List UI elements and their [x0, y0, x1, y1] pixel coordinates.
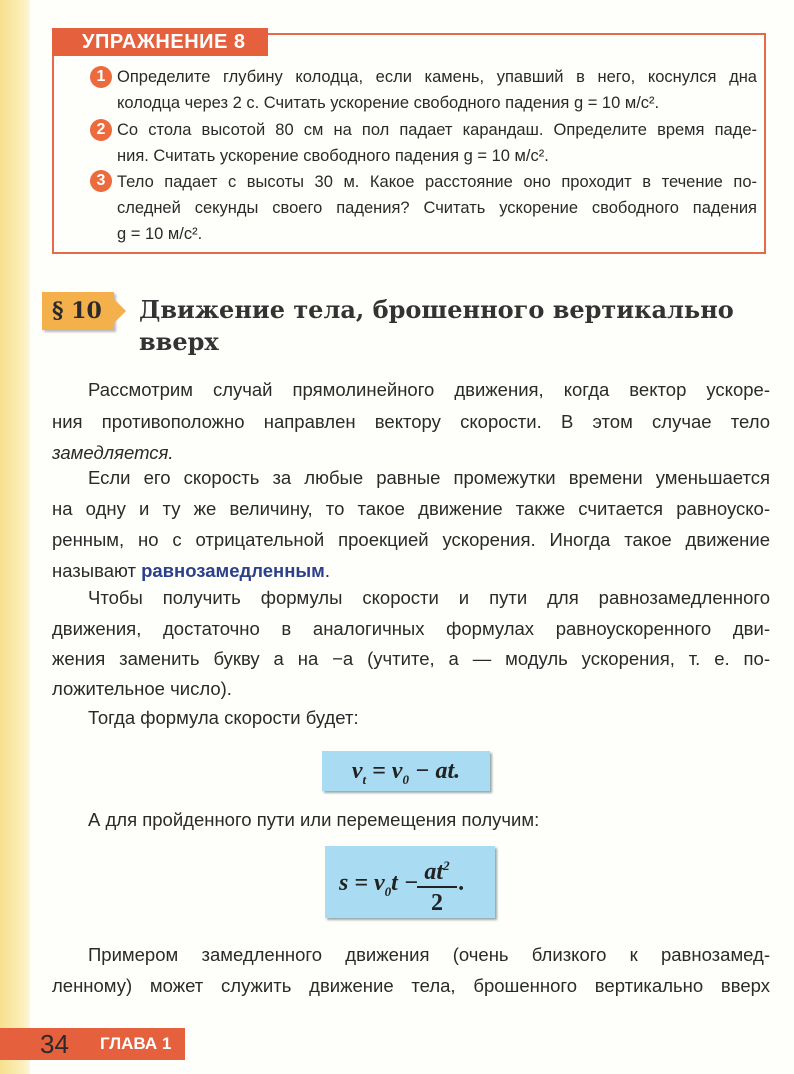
paragraph-line: на одну и ту же величину, то такое движение также считается равноуско-	[52, 498, 770, 519]
exercise-number-2: 2	[90, 119, 112, 141]
chapter-label: ГЛАВА 1	[100, 1034, 172, 1053]
formula-lhs	[339, 868, 418, 907]
section-title: Движение тела, брошенного вертикально	[139, 295, 734, 324]
exercise-1-line: Определите глубину колодца, если камень, упавший в него, коснулся дна	[117, 68, 757, 86]
exercise-2-line: ния. Считать ускорение свободного падения g = 10 м/с².	[117, 147, 549, 165]
section-badge: § 10	[42, 292, 114, 330]
exercise-title: УПРАЖНЕНИЕ 8	[52, 28, 268, 56]
paragraph-line: ленному) может служить движение тела, брошенного вертикально вверх	[52, 975, 770, 996]
fraction	[417, 852, 457, 918]
paragraph-line: Тогда формула скорости будет:	[88, 707, 359, 728]
paragraph-line: Рассмотрим случай прямолинейного движения, когда вектор ускоре-	[88, 379, 770, 400]
exercise-2-line: Со стола высотой 80 см на пол падает карандаш. Определите время паде-	[117, 121, 757, 139]
formula-part: 2	[443, 858, 450, 873]
velocity-formula	[322, 751, 490, 791]
paragraph-line: Примером замедленного движения (очень близкого к равнозамед-	[88, 944, 770, 965]
paragraph-line: жения заменить букву a на −a (учтите, a — модуль ускорения, т. е. по-	[52, 648, 770, 669]
numerator	[417, 852, 457, 888]
exercise-1-line: колодца через 2 с. Считать ускорение свободного падения g = 10 м/с².	[117, 94, 660, 112]
paragraph-line: Чтобы получить формулы скорости и пути для равнозамедленного	[88, 587, 770, 608]
paragraph-line: А для пройденного пути или перемещения получим:	[88, 809, 540, 830]
exercise-number-1: 1	[90, 66, 112, 88]
paragraph-line: движения, достаточно в аналогичных формулах равноускоренного дви-	[52, 618, 770, 639]
exercise-number-3: 3	[90, 170, 112, 192]
denominator: 2	[431, 890, 443, 916]
formula-part: s = v	[339, 870, 385, 896]
formula-part: v	[351, 758, 363, 784]
exercise-3-line: g = 10 м/с².	[117, 225, 203, 243]
paragraph-line: ния противоположно направлен вектору скорости. В этом случае тело	[52, 411, 770, 432]
formula-part: v	[391, 758, 403, 784]
text: называют	[52, 560, 142, 581]
page-number: 34	[40, 1029, 69, 1059]
text: .	[324, 560, 330, 581]
key-term: равнозамедленным	[141, 560, 325, 581]
paragraph-line: ложительное число).	[52, 678, 232, 699]
formula-part: =	[366, 758, 392, 784]
exercise-3-line: Тело падает с высоты 30 м. Какое расстояние оно проходит в течение по-	[117, 173, 757, 191]
formula-part: 0	[402, 771, 409, 787]
paragraph-line: Если его скорость за любые равные промежутки времени уменьшается	[88, 467, 770, 488]
section-title: вверх	[139, 327, 219, 356]
formula-part: at	[424, 859, 444, 885]
formula-part: − at.	[408, 758, 461, 784]
exercise-3-line: следней секунды своего падения? Считать ускорение свободного падения	[117, 199, 757, 217]
formula-part: t	[362, 771, 367, 787]
paragraph-line: ренным, но с отрицательной проекцией ускорения. Иногда такое движение	[52, 529, 770, 550]
formula-part: .	[459, 870, 465, 896]
formula-part: 0	[384, 883, 392, 899]
page-edge-strip	[0, 0, 30, 1074]
paragraph-line: замедляется.	[52, 442, 174, 463]
path-formula	[325, 846, 495, 918]
paragraph-line	[52, 559, 770, 583]
formula-part: t −	[391, 870, 419, 896]
